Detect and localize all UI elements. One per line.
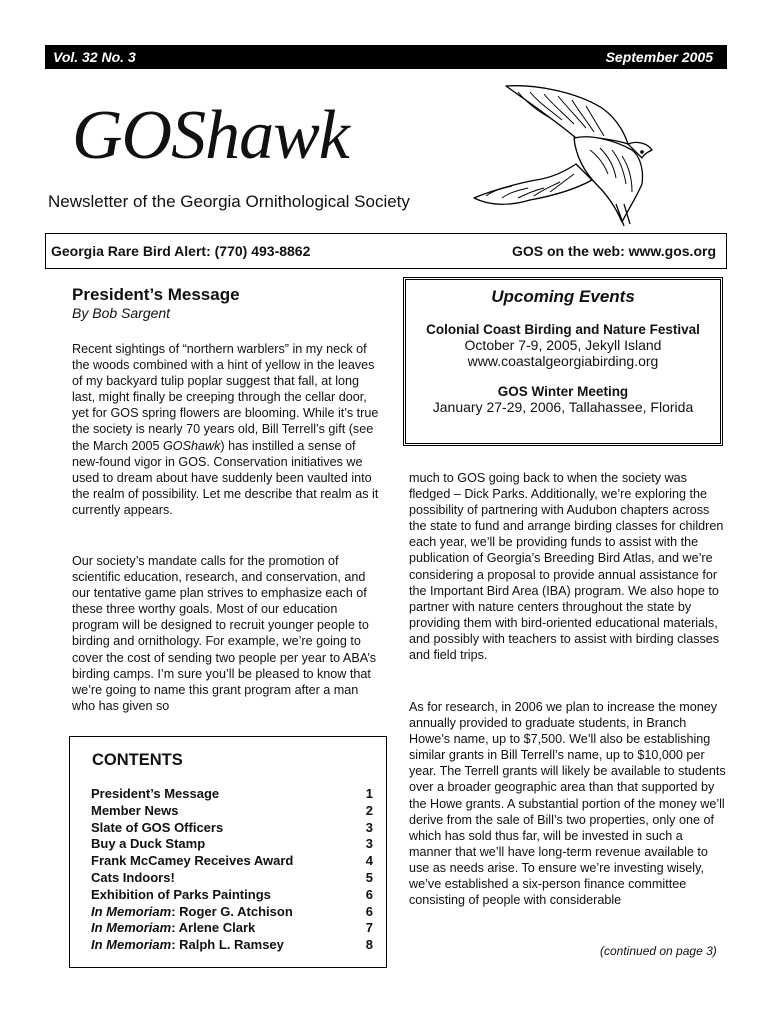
info-bar [45,233,727,269]
president-paragraph-2: Our society’s mandate calls for the promotion of scientific education, research, and conservation, and our tentative game plan strives to emphasize each of these three worthy goals. Most of our education program will be designed to recruit younger people to birding and ornithology. For example, we’re going to cover the cost of sending two people per year to ABA’s birding camps. I’m sure you’ll be pleased to know that we’re going to name this grant program after a man who has given so [72,554,377,713]
contents-item[interactable]: In Memoriam: Roger G. Atchison 6 [91,903,373,919]
contents-item[interactable]: President’s Message 1 [91,786,373,801]
events-title: Upcoming Events [491,287,635,306]
contents-item[interactable]: Frank McCamey Receives Award 4 [91,853,373,869]
president-paragraph-4: As for research, in 2006 we plan to increase the money annually provided to graduate students, in Branch Howe’s name, up to $7,500. We’ll also be establishing similar grants in Bill Terrell’s name, up to $10,000 per year. The Terrell grants will likely be available to students over a broader geographic area than that supported by the Howe grants. A substantial portion of the money we’ll derive from the sale of Bill’s two properties, only one of which has sold thus far, will be invested in such a manner that we’ll have long-term revenue available to use as needs arise. To ensure we’re investing wisely, we’ve established a six-person finance committee consisting of people with considerable [409,700,726,908]
contents-item[interactable]: Cats Indoors! 5 [91,869,373,885]
contents-item[interactable]: Slate of GOS Officers 3 [91,819,373,835]
contents-list [91,786,373,954]
event-festival-date: October 7-9, 2005, Jekyll Island [464,337,662,353]
newsletter-title: GOShawk [72,97,349,174]
contents-title: CONTENTS [92,751,183,769]
president-paragraph-3: much to GOS going back to when the society was fledged – Dick Parks. Additionally, we’re exploring the possibility of partnering with Audubon chapters across the state to fund and arrange birding classes for children each year, we’ll be providing funds to assist with the publication of Georgia’s Breeding Bird Atlas, and we’re considering a proposal to provide annual assistance for the Important Bird Area (IBA) program. We also hope to partner with nature centers throughout the state by providing them with bird-oriented educational materials, and possibly with teachers to assist with birding classes and field trips. [409,471,724,663]
hawk-illustration-icon [466,80,656,228]
event-winter-name: GOS Winter Meeting [497,384,629,399]
issue-bar [45,45,727,69]
contents-item[interactable]: Buy a Duck Stamp 3 [91,836,373,852]
website-link[interactable]: GOS on the web: www.gos.org [511,243,716,259]
event-festival-url[interactable]: www.coastalgeorgiabirding.org [467,353,659,369]
president-heading: President’s Message [72,285,240,304]
rare-bird-alert: Georgia Rare Bird Alert: (770) 493-8862 [51,243,311,259]
page-number: 6 [365,886,373,902]
upcoming-events-box [403,277,723,446]
event-winter-date: January 27-29, 2006, Tallahassee, Florida [432,399,694,415]
president-paragraph-1: Recent sightings of “northern warblers” in my neck of the woods combined with a hint of yellow in the leaves of my backyard tulip poplar suggest that fall, at long last, might finally be creeping through the cellar door, yet for GOS spring flowers are blooming. While it’s true the society is nearly 70 years old, Bill Terrell’s gift (see the March 2005 GOShawk) has instilled a sense of new-found vigor in GOS. Conservation initiatives we used to dream about have suddenly been vaulted into the realm of possibility. Let me describe that realm as it currently appears. [72,342,379,517]
page-number: 2 [365,802,373,818]
issue-date: September 2005 [605,49,713,65]
contents-item[interactable]: In Memoriam: Ralph L. Ramsey 8 [91,937,373,953]
page-number: 8 [365,937,373,953]
newsletter-subtitle: Newsletter of the Georgia Ornithological Society [48,192,410,211]
page-number: 6 [365,903,373,919]
page-number: 7 [365,920,373,936]
contents-item[interactable]: In Memoriam: Arlene Clark 7 [91,920,373,936]
event-festival-name: Colonial Coast Birding and Nature Festival [426,322,700,337]
president-byline: By Bob Sargent [72,305,171,321]
contents-item[interactable]: Exhibition of Parks Paintings 6 [91,886,373,902]
page-number: 4 [365,853,373,869]
page-number: 3 [365,819,373,835]
page-number: 3 [365,836,373,852]
contents-box [69,736,387,968]
volume-number: Vol. 32 No. 3 [53,49,136,65]
contents-item[interactable]: Member News 2 [91,802,373,818]
continued-note: (continued on page 3) [600,944,717,958]
goshawk-ref: GOShawk [163,438,221,453]
page-number: 1 [365,786,373,801]
page-number: 5 [365,869,373,885]
